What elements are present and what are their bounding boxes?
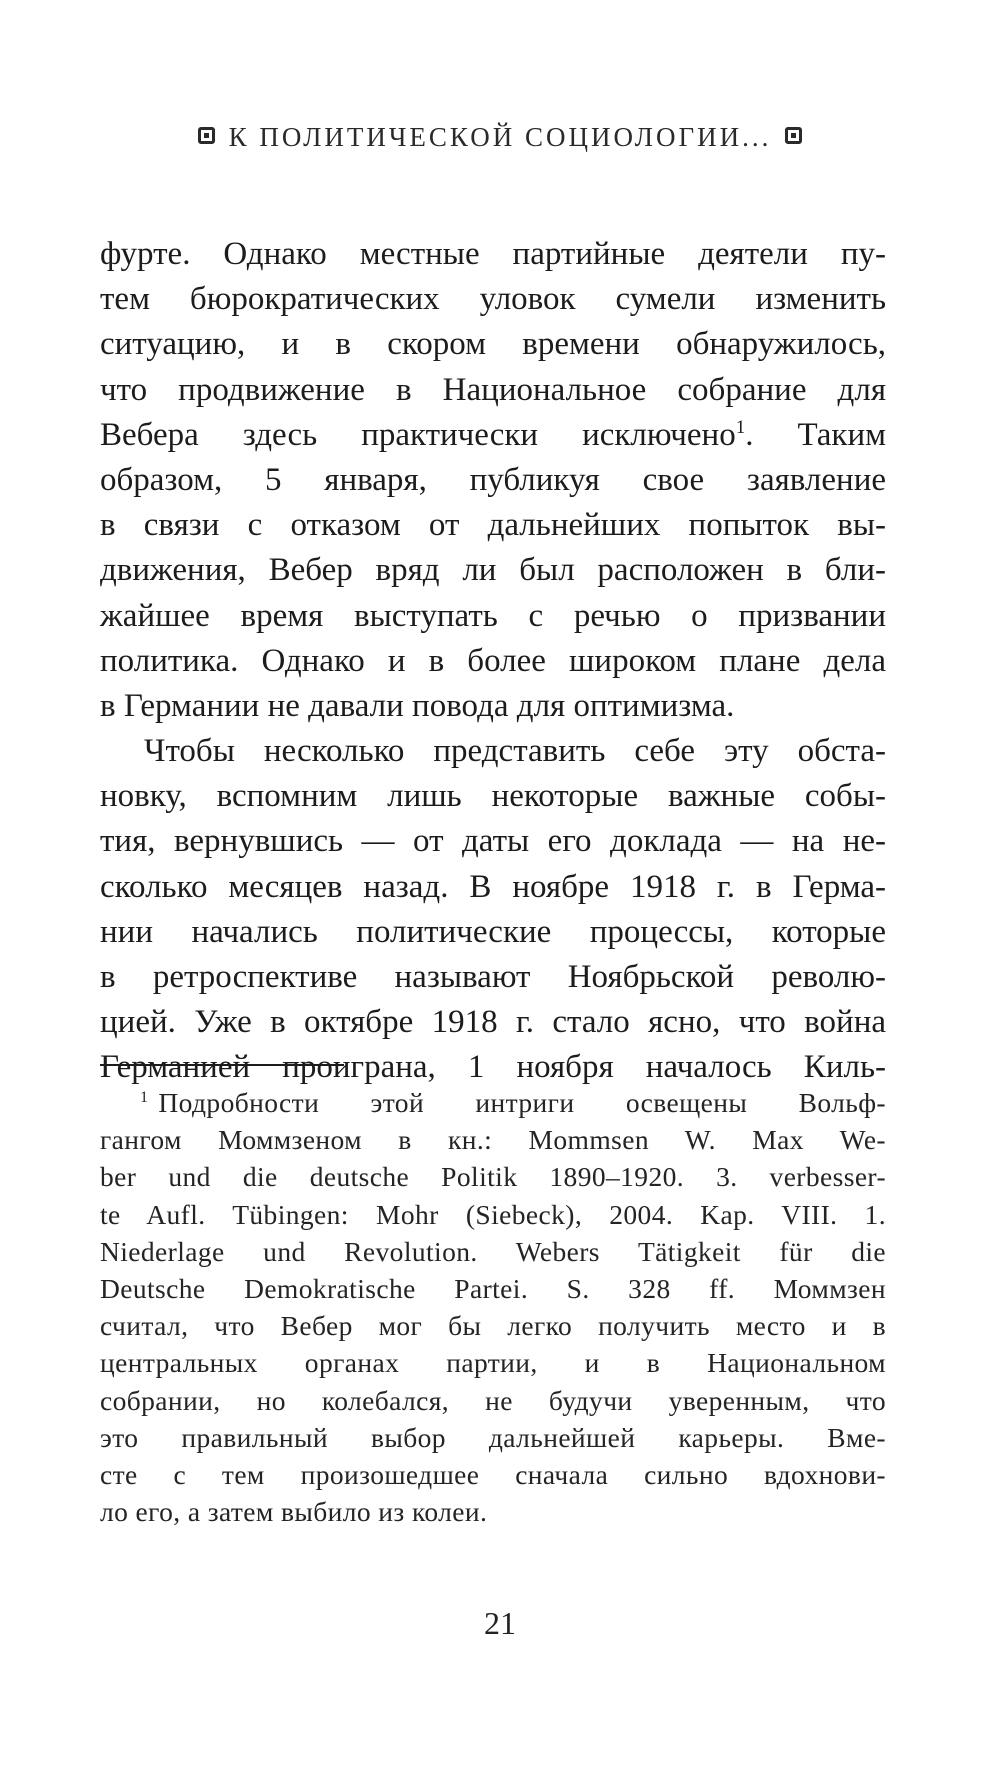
text-line: жайшее время выступать с речью о призвании xyxy=(100,597,886,634)
text-line: тем бюрократических уловок сумели изменить xyxy=(100,281,886,318)
text-line: в ретроспективе называют Ноябрьской револю- xyxy=(100,959,886,995)
footnote-line: ло его, а затем выбило из колеи. xyxy=(100,1496,488,1528)
text-line: что продвижение в Национальное собрание для xyxy=(100,371,886,408)
footnote-line xyxy=(100,1084,886,1121)
text-line: ситуацию, и в скором времени обнаружилось, xyxy=(100,326,886,363)
footnote-line: считал, что Вебер мог бы легко получить место и в xyxy=(100,1310,886,1342)
text-line: тия, вернувшись — от даты его доклада — на не- xyxy=(100,823,886,860)
footnote-line-text: Подробности этой интриги освещены Вольф- xyxy=(158,1087,886,1118)
ornament-left-icon xyxy=(198,127,215,144)
text-line: Германией проиграна, 1 ноября началось Киль- xyxy=(100,1049,886,1086)
text-line-with-footnote-ref xyxy=(100,413,886,458)
ornament-right-icon xyxy=(785,127,802,144)
page-number: 21 xyxy=(484,1605,516,1641)
text-line: нии начались политические процессы, которые xyxy=(100,913,886,950)
footnote-marker: 1 xyxy=(140,1089,149,1106)
text-line: в Германии не давали повода для оптимизма. xyxy=(100,687,735,724)
text-line: в связи с отказом от дальнейших попыток вы- xyxy=(100,507,886,544)
footnote-line: это правильный выбор дальнейшей карьеры. Вме- xyxy=(100,1421,886,1453)
footnote-reference: 1 xyxy=(735,416,746,438)
text-line: новку, вспомним лишь некоторые важные собы- xyxy=(100,778,886,815)
footnote-line: гангом Моммзеном в кн.: Mommsen W. Max We- xyxy=(100,1124,886,1156)
running-head xyxy=(0,122,1000,153)
main-text xyxy=(100,232,886,1091)
footnote-line: сте с тем произошедшее сначала сильно вдохнови- xyxy=(100,1458,886,1490)
footnote-line: te Aufl. Tübingen: Mohr (Siebeck), 2004. Kap. VIII. 1. xyxy=(100,1198,886,1230)
footnote-line: собрании, но колебался, не будучи уверенным, что xyxy=(100,1384,886,1416)
text-line: фурте. Однако местные партийные деятели пу- xyxy=(100,236,886,272)
text-line: движения, Вебер вряд ли был расположен в бли- xyxy=(100,552,886,589)
footnote-line: Niederlage und Revolution. Webers Tätigkeit für die xyxy=(100,1235,886,1267)
footnote-divider xyxy=(100,1064,344,1066)
footnote-line: Deutsche Demokratische Partei. S. 328 ff. Моммзен xyxy=(100,1272,886,1304)
text-line: политика. Однако и в более широком плане дела xyxy=(100,642,886,679)
text-line-part: . Таким xyxy=(745,416,887,453)
running-head-title: К ПОЛИТИЧЕСКОЙ СОЦИОЛОГИИ... xyxy=(228,122,772,152)
text-line-part: Вебера здесь практически исключено xyxy=(100,416,736,453)
footnote-line: центральных органах партии, и в Национальном xyxy=(100,1347,886,1379)
footnote xyxy=(100,1084,886,1530)
text-line: образом, 5 января, публикуя свое заявление xyxy=(100,461,886,498)
text-line: цией. Уже в октябре 1918 г. стало ясно, что война xyxy=(100,1004,886,1041)
text-line: Чтобы несколько представить себе эту обста- xyxy=(144,733,886,770)
text-line: сколько месяцев назад. В ноябре 1918 г. в Герма- xyxy=(100,868,886,905)
footnote-line: ber und die deutsche Politik 1890–1920. 3. verbesser- xyxy=(100,1161,886,1193)
